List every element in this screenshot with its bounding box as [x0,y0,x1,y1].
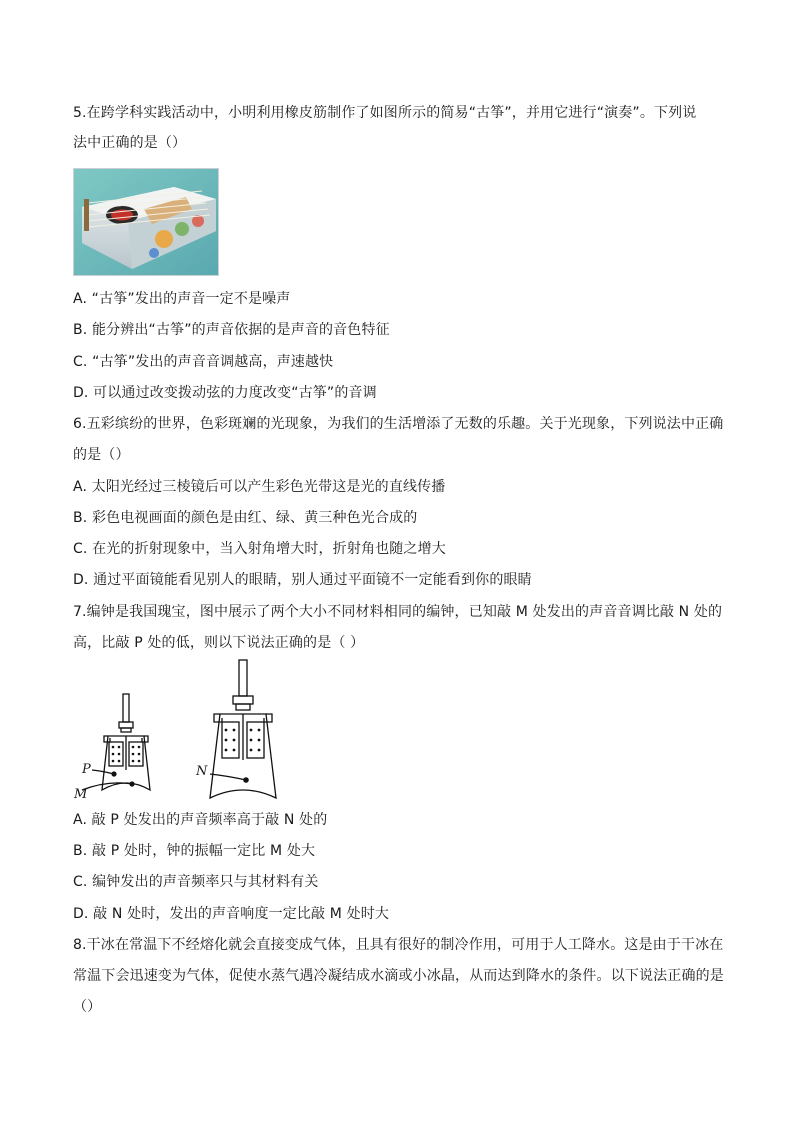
q6-option-c: C. 在光的折射现象中，当入射角增大时，折射角也随之增大 [73,541,446,557]
q5-option-d: D. 可以通过改变拨动弦的力度改变“古筝”的音调 [73,385,377,401]
q6-option-d: D. 通过平面镜能看见别人的眼睛，别人通过平面镜不一定能看到你的眼睛 [73,572,532,588]
q7-option-b: B. 敲 P 处时，钟的振幅一定比 M 处大 [73,843,316,859]
big-bell [210,660,276,798]
q8-stem-line3: （） [73,999,102,1015]
guzheng-photo [73,168,219,276]
small-bell [82,694,150,790]
q7-stem-line2: 高，比敲 P 处的低，则以下说法正确的是（ ） [73,635,365,651]
q7-option-d: D. 敲 N 处时，发出的声音响度一定比敲 M 处时大 [73,906,390,922]
q5-option-a: A. “古筝”发出的声音一定不是噪声 [73,291,291,307]
guzheng-illustration [74,169,218,275]
label-p: P [82,762,91,777]
bianzhong-diagram [68,658,298,808]
q6-stem-line1: 6.五彩缤纷的世界，色彩斑斓的光现象，为我们的生活增添了无数的乐趣。关于光现象，下列说法中正确 [73,416,724,432]
q5-option-b: B. 能分辨出“古筝”的声音依据的是声音的音色特征 [73,322,390,338]
label-n: N [196,764,208,779]
label-m: M [74,787,88,802]
q5-stem-line1: 5.在跨学科实践活动中，小明利用橡皮筋制作了如图所示的简易“古筝”，并用它进行“演奏”。下列说 [73,105,697,121]
q7-stem-line1: 7.编钟是我国瑰宝，图中展示了两个大小不同材料相同的编钟，已知敲 M 处发出的声音音调比敲 N 处的 [73,604,723,620]
q8-stem-line2: 常温下会迅速变为气体，促使水蒸气遇冷凝结成水滴或小冰晶，从而达到降水的条件。以下说法正确的是 [73,968,724,984]
q5-option-c: C. “古筝”发出的声音音调越高，声速越快 [73,354,334,370]
q8-stem-line1: 8.干冰在常温下不经熔化就会直接变成气体，且具有很好的制冷作用，可用于人工降水。这是由于干冰在 [73,937,724,953]
q6-option-a: A. 太阳光经过三棱镜后可以产生彩色光带这是光的直线传播 [73,479,446,495]
q6-option-b: B. 彩色电视画面的颜色是由红、绿、黄三种色光合成的 [73,510,418,526]
q5-stem-line2: 法中正确的是（） [73,135,187,151]
q6-stem-line2: 的是（） [73,447,130,463]
q7-option-c: C. 编钟发出的声音频率只与其材料有关 [73,874,319,890]
q7-option-a: A. 敲 P 处发出的声音频率高于敲 N 处的 [73,812,328,828]
